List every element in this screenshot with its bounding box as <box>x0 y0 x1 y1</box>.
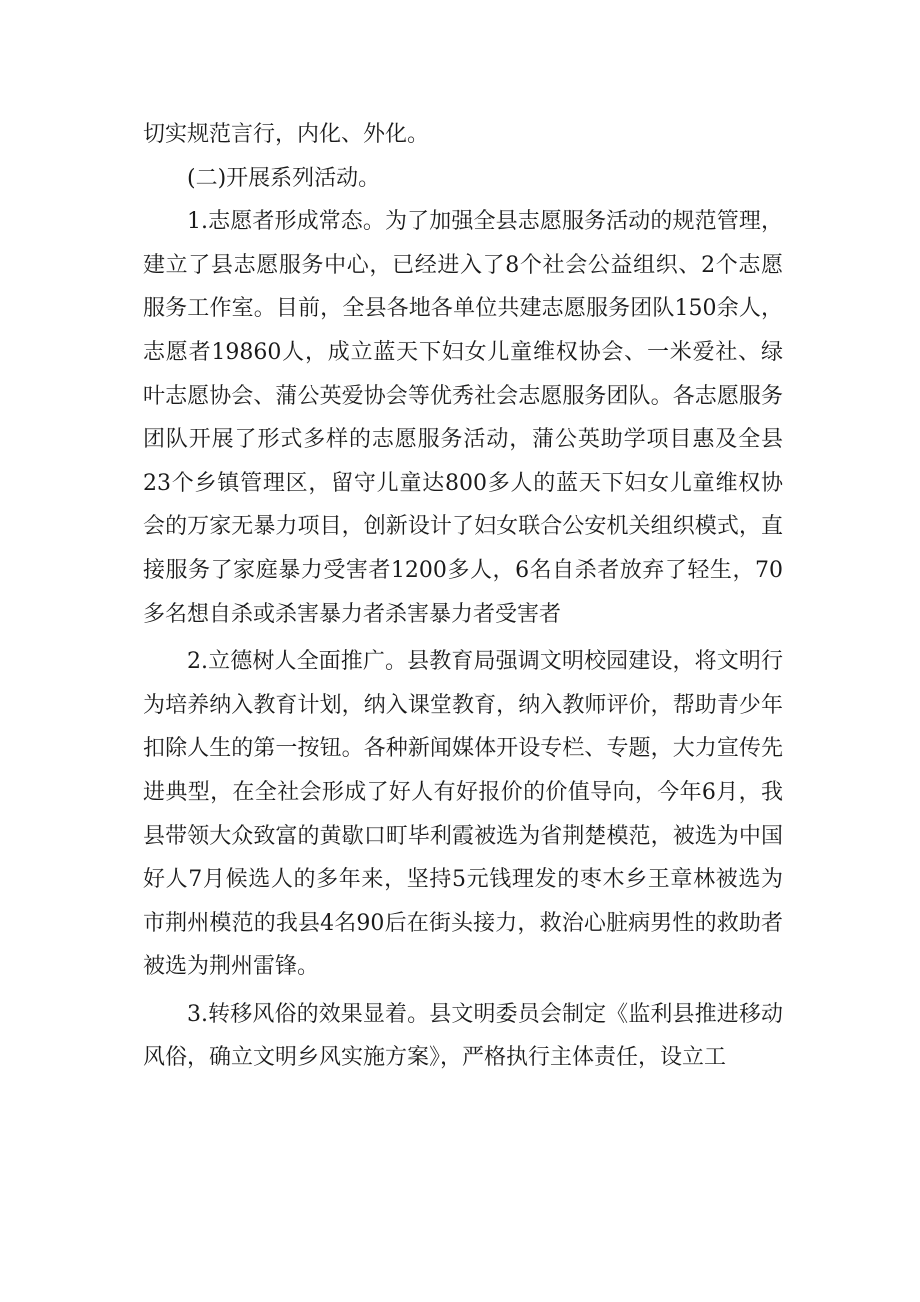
document-body <box>143 113 783 1080</box>
paragraph-moral-education: 2.立德树人全面推广。县教育局强调文明校园建设，将文明行为培养纳入教育计划，纳入课堂教育，纳入教师评价，帮助青少年扣除人生的第一按钮。各种新闻媒体开设专栏、专题，大力宣传先进典型，在全社会形成了好人有好报价的价值导向，今年6月，我县带领大众致富的黄歇口町毕利霞被选为省荆楚模范，被选为中国好人7月候选人的多年来，坚持5元钱理发的枣木乡王章林被选为市荆州模范的我县4名90后在街头接力，救治心脏病男性的救助者被选为荆州雷锋。 <box>143 649 783 980</box>
paragraph-customs: 3.转移风俗的效果显着。县文明委员会制定《监利县推进移动风俗，确立文明乡风实施方案》，严格执行主体责任，设立工 <box>143 1001 783 1071</box>
section-heading: (二)开展系列活动。 <box>187 165 381 191</box>
paragraph-volunteers: 1.志愿者形成常态。为了加强全县志愿服务活动的规范管理，建立了县志愿服务中心，已经进入了8个社会公益组织、2个志愿服务工作室。目前，全县各地各单位共建志愿服务团队150余人，志愿者19860人，成立蓝天下妇女儿童维权协会、一米爱社、绿叶志愿协会、蒲公英爱协会等优秀社会志愿服务团队。各志愿服务团队开展了形式多样的志愿服务活动，蒲公英助学项目惠及全县23个乡镇管理区，留守儿童达800多人的蓝天下妇女儿童维权协会的万家无暴力项目，创新设计了妇女联合公安机关组织模式，直接服务了家庭暴力受害者1200多人，6名自杀者放弃了轻生，70多名想自杀或杀害暴力者杀害暴力者受害者 <box>143 209 783 627</box>
paragraph-continuation: 切实规范言行，内化、外化。 <box>143 122 430 147</box>
